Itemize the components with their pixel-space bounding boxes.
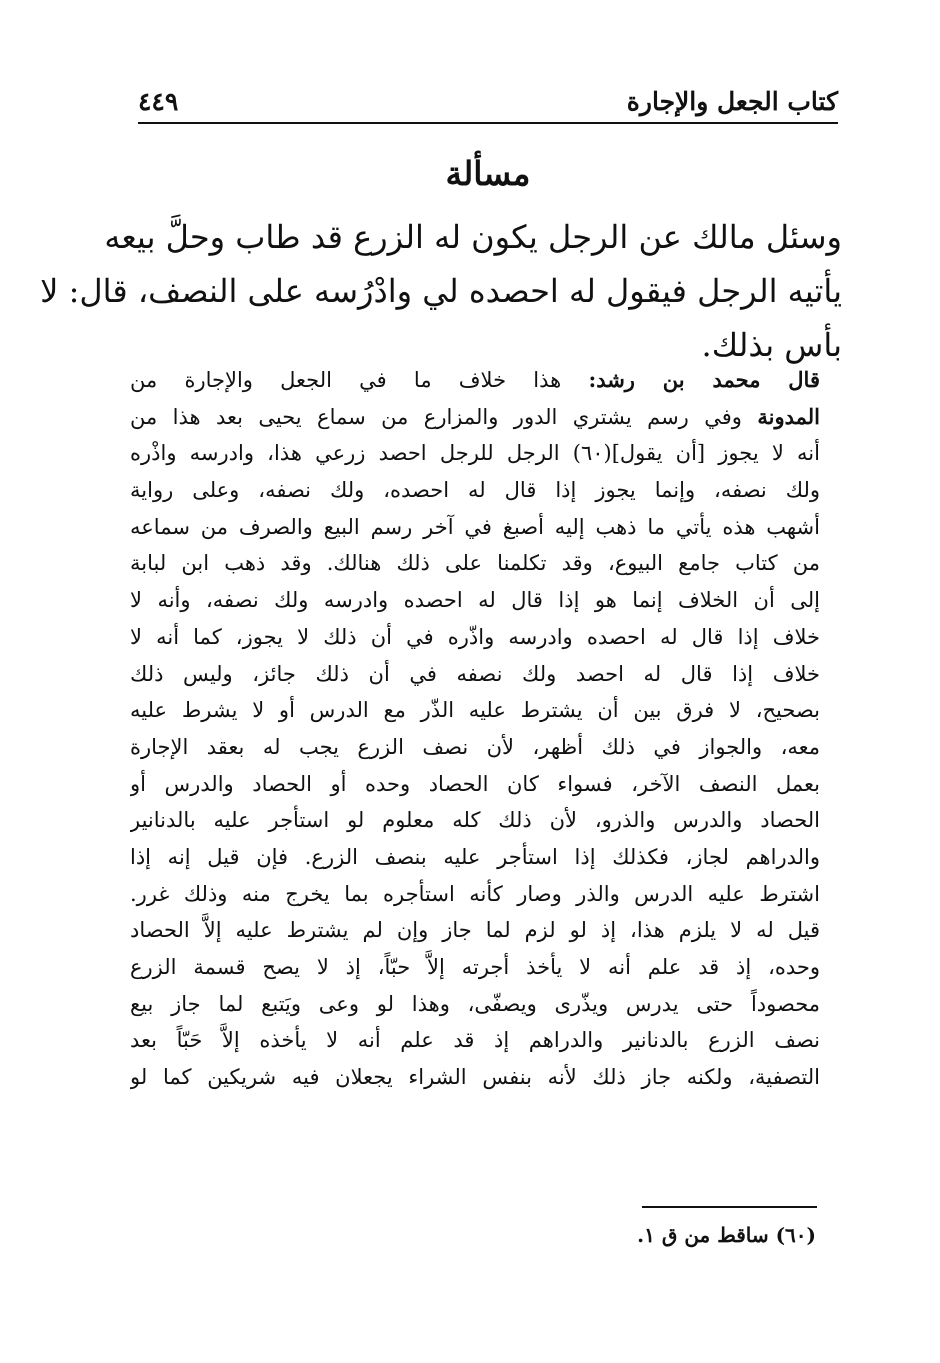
commentator-name: قال محمد بن رشد: [588,367,820,392]
commentary-line [130,362,820,399]
commentary-line [130,399,820,436]
commentary-line: أشهب هذه يأتي ما ذهب إليه أصبغ في آخر رسم البيع والصرف من سماعه [130,514,820,539]
commentary-line: بصحيح، لا فرق بين أن يشترط عليه الذّر مع الدرس أو لا يشرط عليه [130,698,820,723]
commentary-line: التصفية، ولكنه جاز ذلك لأنه بنفس الشراء يجعلان فيه شريكين كما لو [130,1065,820,1090]
commentary-line: خلاف إذا قال له احصده وادرسه واذّره في أن ذلك لا يجوز، كما أنه لا [130,624,820,649]
question-line: بأس بذلك. [701,326,842,364]
question-paragraph [40,210,842,372]
commentary-line: خلاف إذا قال له احصد ولك نصفه في أن ذلك جائز، وليس ذلك [130,661,820,686]
cited-work: المدونة [757,403,820,429]
commentary-line: نصف الزرع بالدنانير والدراهم إذ قد علم أنه لا يأخذه إلاَّ حَبّاً بعد [130,1028,820,1053]
commentary-line: بعمل النصف الآخر، فسواء كان الحصاد وحده أو الحصاد والدرس أو [130,771,820,796]
section-heading: مسألة [445,154,531,193]
commentary-line: أنه لا يجوز [أن يقول](٦٠) الرجل للرجل احصد زرعي هذا، وادرسه واذْره [130,441,820,466]
header-title: كتاب الجعل والإجارة [626,87,838,116]
commentary-line: من كتاب جامع البيوع، وقد تكلمنا على ذلك هنالك. وقد ذهب ابن لبابة [130,551,820,576]
running-header [138,86,838,122]
commentary-line: محصوداً حتى يدرس ويذّرى ويصفّى، وهذا لو وعى ويَتبع لما جاز بيع [130,991,820,1016]
commentary-line: ولك نصفه، وإنما يجوز إذا قال له احصده، ولك نصفه، وعلى رواية [130,478,820,503]
commentary-line: الحصاد والدرس والذرو، لأن ذلك كله معلوم لو استأجر عليه بالدنانير [130,808,820,833]
commentary-line: إلى أن الخلاف إنما هو إذا قال له احصده وادرسه ولك نصفه، وأنه لا [130,588,820,613]
question-line: وسئل مالك عن الرجل يكون له الزرع قد طاب وحلَّ بيعه [104,218,842,256]
commentary-paragraph [130,362,820,1096]
footnote-rule [642,1206,817,1208]
commentary-line: وحده، إذ قد علم أنه لا يأخذ أجرته إلاَّ حبّاً، إذ لا يصح قسمة الزرع [130,955,820,979]
commentary-line: اشترط عليه الدرس والذر وصار كأنه استأجره بما يخرج منه وذلك غرر. [130,881,820,906]
page-number: ٤٤٩ [138,87,179,116]
commentary-text: هذا خلاف ما في الجعل والإجارة من [130,368,589,392]
question-line: يأتيه الرجل فيقول له احصده لي وادْرُسه على النصف، قال: لا [40,272,842,310]
commentary-line: قيل له لا يلزم هذا، إذ لو لزم لما جاز وإن لم يشترط عليه إلاَّ الحصاد [130,918,820,943]
footnote: (٦٠) ساقط من ق ١. [637,1223,816,1247]
header-rule [138,122,838,124]
commentary-line: والدراهم لجاز، فكذلك إذا استأجر عليه بنصف الزرع. فإن قيل إنه إذا [130,844,820,869]
commentary-line: معه، والجواز في ذلك أظهر، لأن نصف الزرع يجب له بعقد الإجارة [130,734,820,759]
commentary-text: وفي رسم يشتري الدور والمزارع من سماع يحيى بعد هذا من [130,404,758,429]
